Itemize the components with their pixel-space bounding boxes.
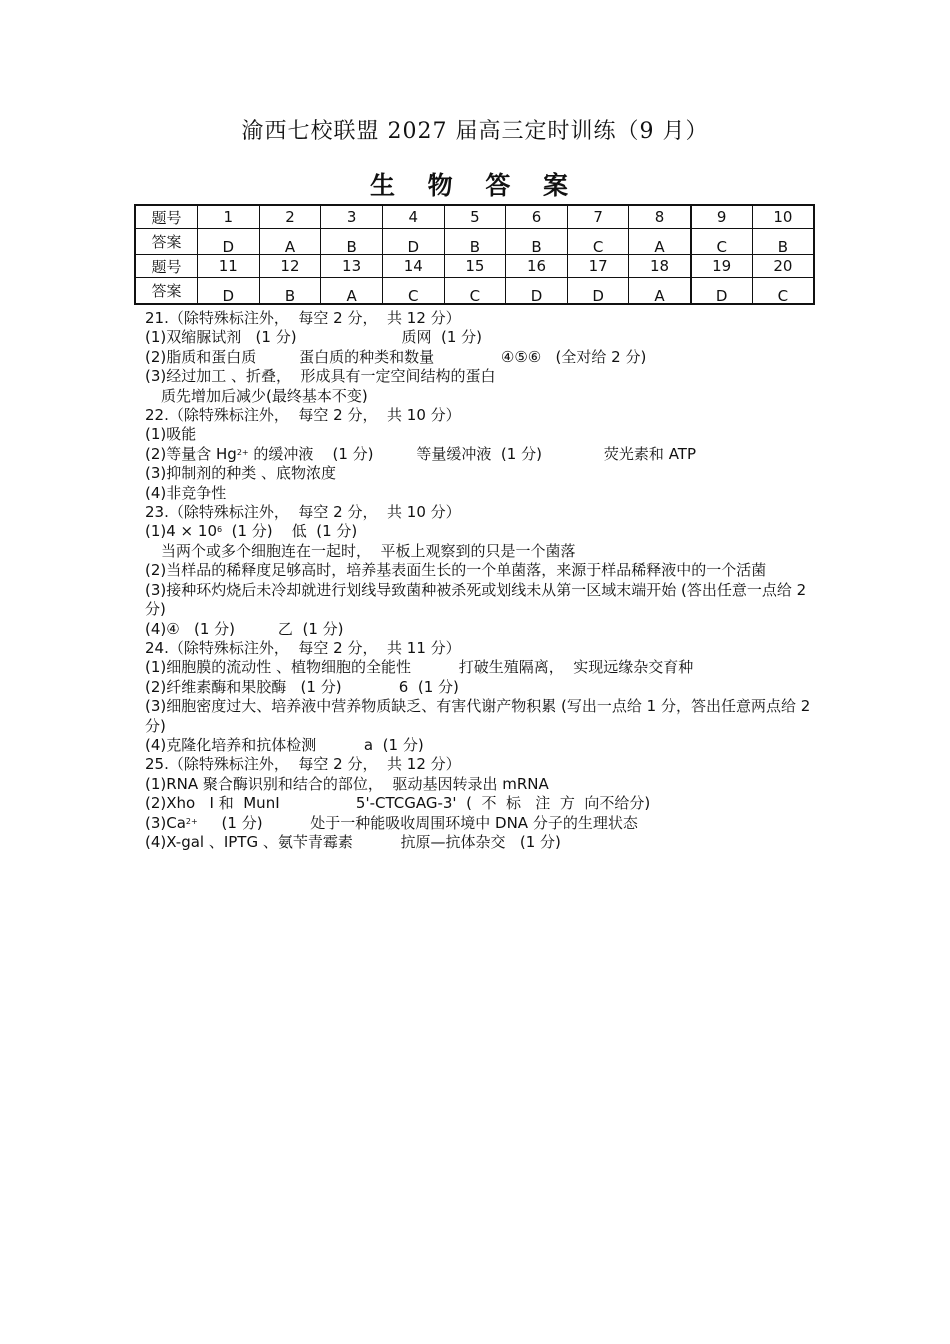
answer-line: (3)抑制剂的种类 、底物浓度 bbox=[145, 464, 337, 483]
section-heading-24: 24.（除特殊标注外， 每空 2 分， 共 11 分） bbox=[145, 638, 461, 657]
answer-line: (3)细胞密度过大、培养液中营养物质缺乏、有害代谢产物积累 (写出一点给 1 分，答出任意两点给 2 分) bbox=[145, 697, 811, 735]
answer-cell: A bbox=[259, 229, 321, 255]
question-number: 5 bbox=[444, 205, 506, 229]
question-number: 12 bbox=[259, 255, 321, 278]
question-number: 1 bbox=[198, 205, 260, 229]
question-number: 6 bbox=[506, 205, 568, 229]
superscript: 2+ bbox=[185, 816, 198, 826]
answer-line: 当两个或多个细胞连在一起时， 平板上观察到的只是一个菌落 bbox=[161, 541, 576, 560]
answer-line: (2)当样品的稀释度足够高时，培养基表面生长的一个单菌落，来源于样品稀释液中的一个活菌 bbox=[145, 561, 767, 580]
answer-cell: C bbox=[691, 229, 753, 255]
answer-table bbox=[134, 204, 815, 305]
answer-text: (2)等量含 Hg bbox=[145, 444, 237, 463]
superscript: 2+ bbox=[236, 447, 249, 457]
answer-line: (4)克隆化培养和抗体检测 a (1 分) bbox=[145, 735, 424, 754]
section-heading-23: 23.（除特殊标注外， 每空 2 分， 共 10 分） bbox=[145, 503, 461, 522]
answer-cell: C bbox=[382, 278, 444, 305]
question-number: 3 bbox=[321, 205, 383, 229]
answer-cell: B bbox=[444, 229, 506, 255]
answer-row-2 bbox=[135, 278, 814, 305]
answer-cell: A bbox=[629, 229, 691, 255]
question-number: 16 bbox=[506, 255, 568, 278]
answer-cell: D bbox=[198, 229, 260, 255]
answer-line: (2)Xho I 和 MunI 5'-CTCGAG-3' ( 不 标 注 方 向不给分) bbox=[145, 794, 651, 813]
question-row-1 bbox=[135, 205, 814, 229]
question-number: 8 bbox=[629, 205, 691, 229]
answer-line bbox=[145, 445, 825, 464]
question-number: 13 bbox=[321, 255, 383, 278]
answer-line: (3)经过加工 、折叠， 形成具有一定空间结构的蛋白 bbox=[145, 367, 496, 386]
question-number: 10 bbox=[752, 205, 814, 229]
answer-cell: B bbox=[321, 229, 383, 255]
question-number: 17 bbox=[567, 255, 629, 278]
question-number: 4 bbox=[382, 205, 444, 229]
answer-explanations bbox=[145, 309, 825, 852]
answer-line: (1)RNA 聚合酶识别和结合的部位， 驱动基因转录出 mRNA bbox=[145, 774, 549, 793]
question-label: 题号 bbox=[135, 205, 198, 229]
answer-cell: A bbox=[321, 278, 383, 305]
question-number: 18 bbox=[629, 255, 691, 278]
question-number: 7 bbox=[567, 205, 629, 229]
question-number: 15 bbox=[444, 255, 506, 278]
question-number: 20 bbox=[752, 255, 814, 278]
section-heading-21: 21.（除特殊标注外， 每空 2 分， 共 12 分） bbox=[145, 309, 461, 327]
superscript: 6 bbox=[216, 525, 223, 535]
answer-line: (4)非竞争性 bbox=[145, 483, 227, 502]
answer-line: (4)X-gal 、IPTG 、氨苄青霉素 抗原—抗体杂交 (1 分) bbox=[145, 832, 561, 851]
answer-cell: D bbox=[567, 278, 629, 305]
answer-cell: D bbox=[382, 229, 444, 255]
question-label: 题号 bbox=[135, 255, 198, 278]
answer-line: (4)④ (1 分) 乙 (1 分) bbox=[145, 619, 344, 638]
document-title: 渝西七校联盟 2027 届高三定时训练（9 月） bbox=[241, 119, 709, 144]
answer-text: (1)4 × 10 bbox=[145, 522, 217, 541]
answer-label: 答案 bbox=[135, 229, 198, 255]
answer-cell: D bbox=[198, 278, 260, 305]
answer-cell: A bbox=[629, 278, 691, 305]
answer-line bbox=[145, 522, 825, 541]
section-heading-22: 22.（除特殊标注外， 每空 2 分， 共 10 分） bbox=[145, 406, 461, 425]
answer-line: (1)吸能 bbox=[145, 425, 197, 444]
question-number: 11 bbox=[198, 255, 260, 278]
answer-line: (2)纤维素酶和果胶酶 (1 分) 6 (1 分) bbox=[145, 677, 459, 696]
question-number: 2 bbox=[259, 205, 321, 229]
answer-text: (3)Ca bbox=[145, 813, 186, 832]
answer-line: (1)双缩脲试剂 (1 分) 质网 (1 分) bbox=[145, 328, 483, 347]
answer-line: (2)脂质和蛋白质 蛋白质的种类和数量 ④⑤⑥ (全对给 2 分) bbox=[145, 347, 647, 366]
question-row-2 bbox=[135, 255, 814, 278]
answer-cell: B bbox=[752, 229, 814, 255]
answer-line: (1)细胞膜的流动性 、植物细胞的全能性 打破生殖隔离， 实现远缘杂交育种 bbox=[145, 658, 694, 677]
section-heading-25: 25.（除特殊标注外， 每空 2 分， 共 12 分） bbox=[145, 755, 461, 774]
answer-line: (3)接种环灼烧后未冷却就进行划线导致菌种被杀死或划线未从第一区域末端开始 (答出任意一点给 2 分) bbox=[145, 580, 807, 619]
answer-cell: C bbox=[567, 229, 629, 255]
answer-cell: B bbox=[259, 278, 321, 305]
answer-line bbox=[145, 814, 825, 833]
answer-cell: C bbox=[444, 278, 506, 305]
question-number: 19 bbox=[691, 255, 753, 278]
answer-cell: B bbox=[506, 229, 568, 255]
answer-text: (1 分) 低 (1 分) bbox=[222, 522, 358, 541]
answer-text: (1 分) 处于一种能吸收周围环境中 DNA 分子的生理状态 bbox=[197, 813, 638, 832]
document-subtitle: 生 物 答 案 bbox=[369, 171, 581, 200]
answer-cell: D bbox=[506, 278, 568, 305]
answer-cell: D bbox=[691, 278, 753, 305]
answer-line: 质先增加后减少(最终基本不变) bbox=[161, 386, 368, 405]
question-number: 9 bbox=[691, 205, 753, 229]
answer-row-1 bbox=[135, 229, 814, 255]
question-number: 14 bbox=[382, 255, 444, 278]
answer-text: 的缓冲液 (1 分) 等量缓冲液 (1 分) 荧光素和 ATP bbox=[248, 444, 697, 463]
answer-cell: C bbox=[752, 278, 814, 305]
answer-label: 答案 bbox=[135, 278, 198, 305]
